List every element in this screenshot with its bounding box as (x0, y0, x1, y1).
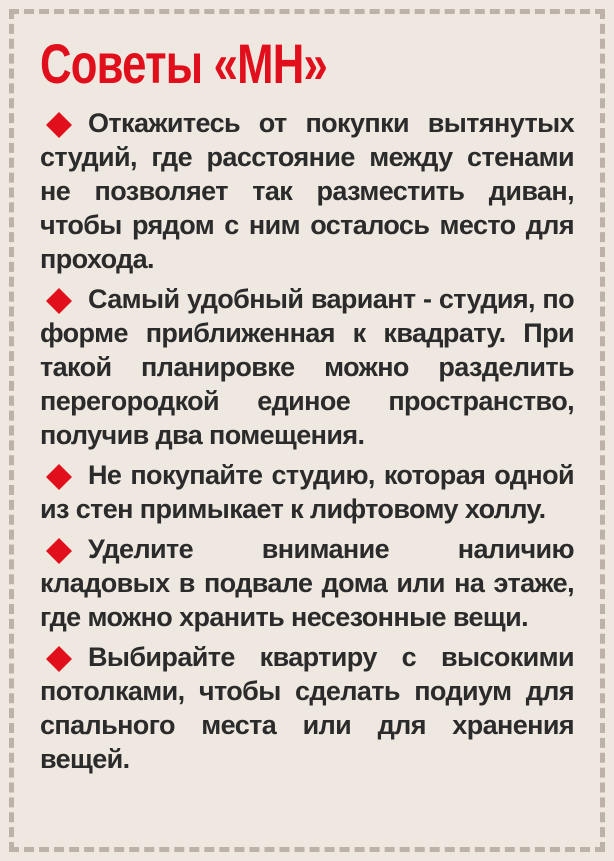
tips-list (40, 106, 574, 776)
red-diamond-icon (46, 538, 72, 564)
red-diamond-icon (46, 112, 72, 138)
box-title: Советы «МН» (40, 32, 327, 95)
red-diamond-icon (46, 288, 72, 314)
tip-item (40, 282, 574, 452)
red-diamond-icon (46, 646, 72, 672)
tip-text: Выбирайте квартиру с высокими потолками, чтобы сделать подиум для спального места или для хранения вещей. (40, 642, 574, 774)
tip-item (40, 106, 574, 276)
tip-item (40, 640, 574, 776)
tip-text: Откажитесь от покупки вытянутых студий, где расстояние между стенами не позволяет так разместить диван, чтобы рядом с ним осталось место для прохода. (40, 108, 574, 274)
tip-item (40, 458, 574, 526)
dashed-frame (9, 9, 605, 852)
red-diamond-icon (46, 464, 72, 490)
tip-text: Не покупайте студию, которая одной из стен примыкает к лифтовому холлу. (40, 460, 574, 524)
tip-text: Уделите внимание наличию кладовых в подвале дома или на этаже, где можно хранить несезонные вещи. (40, 534, 574, 632)
tip-text: Самый удобный вариант - студия, по форме приближенная к квадрату. При такой планировке можно разделить перегородкой единое пространство, получив два помещения. (40, 284, 574, 450)
tip-item (40, 532, 574, 634)
